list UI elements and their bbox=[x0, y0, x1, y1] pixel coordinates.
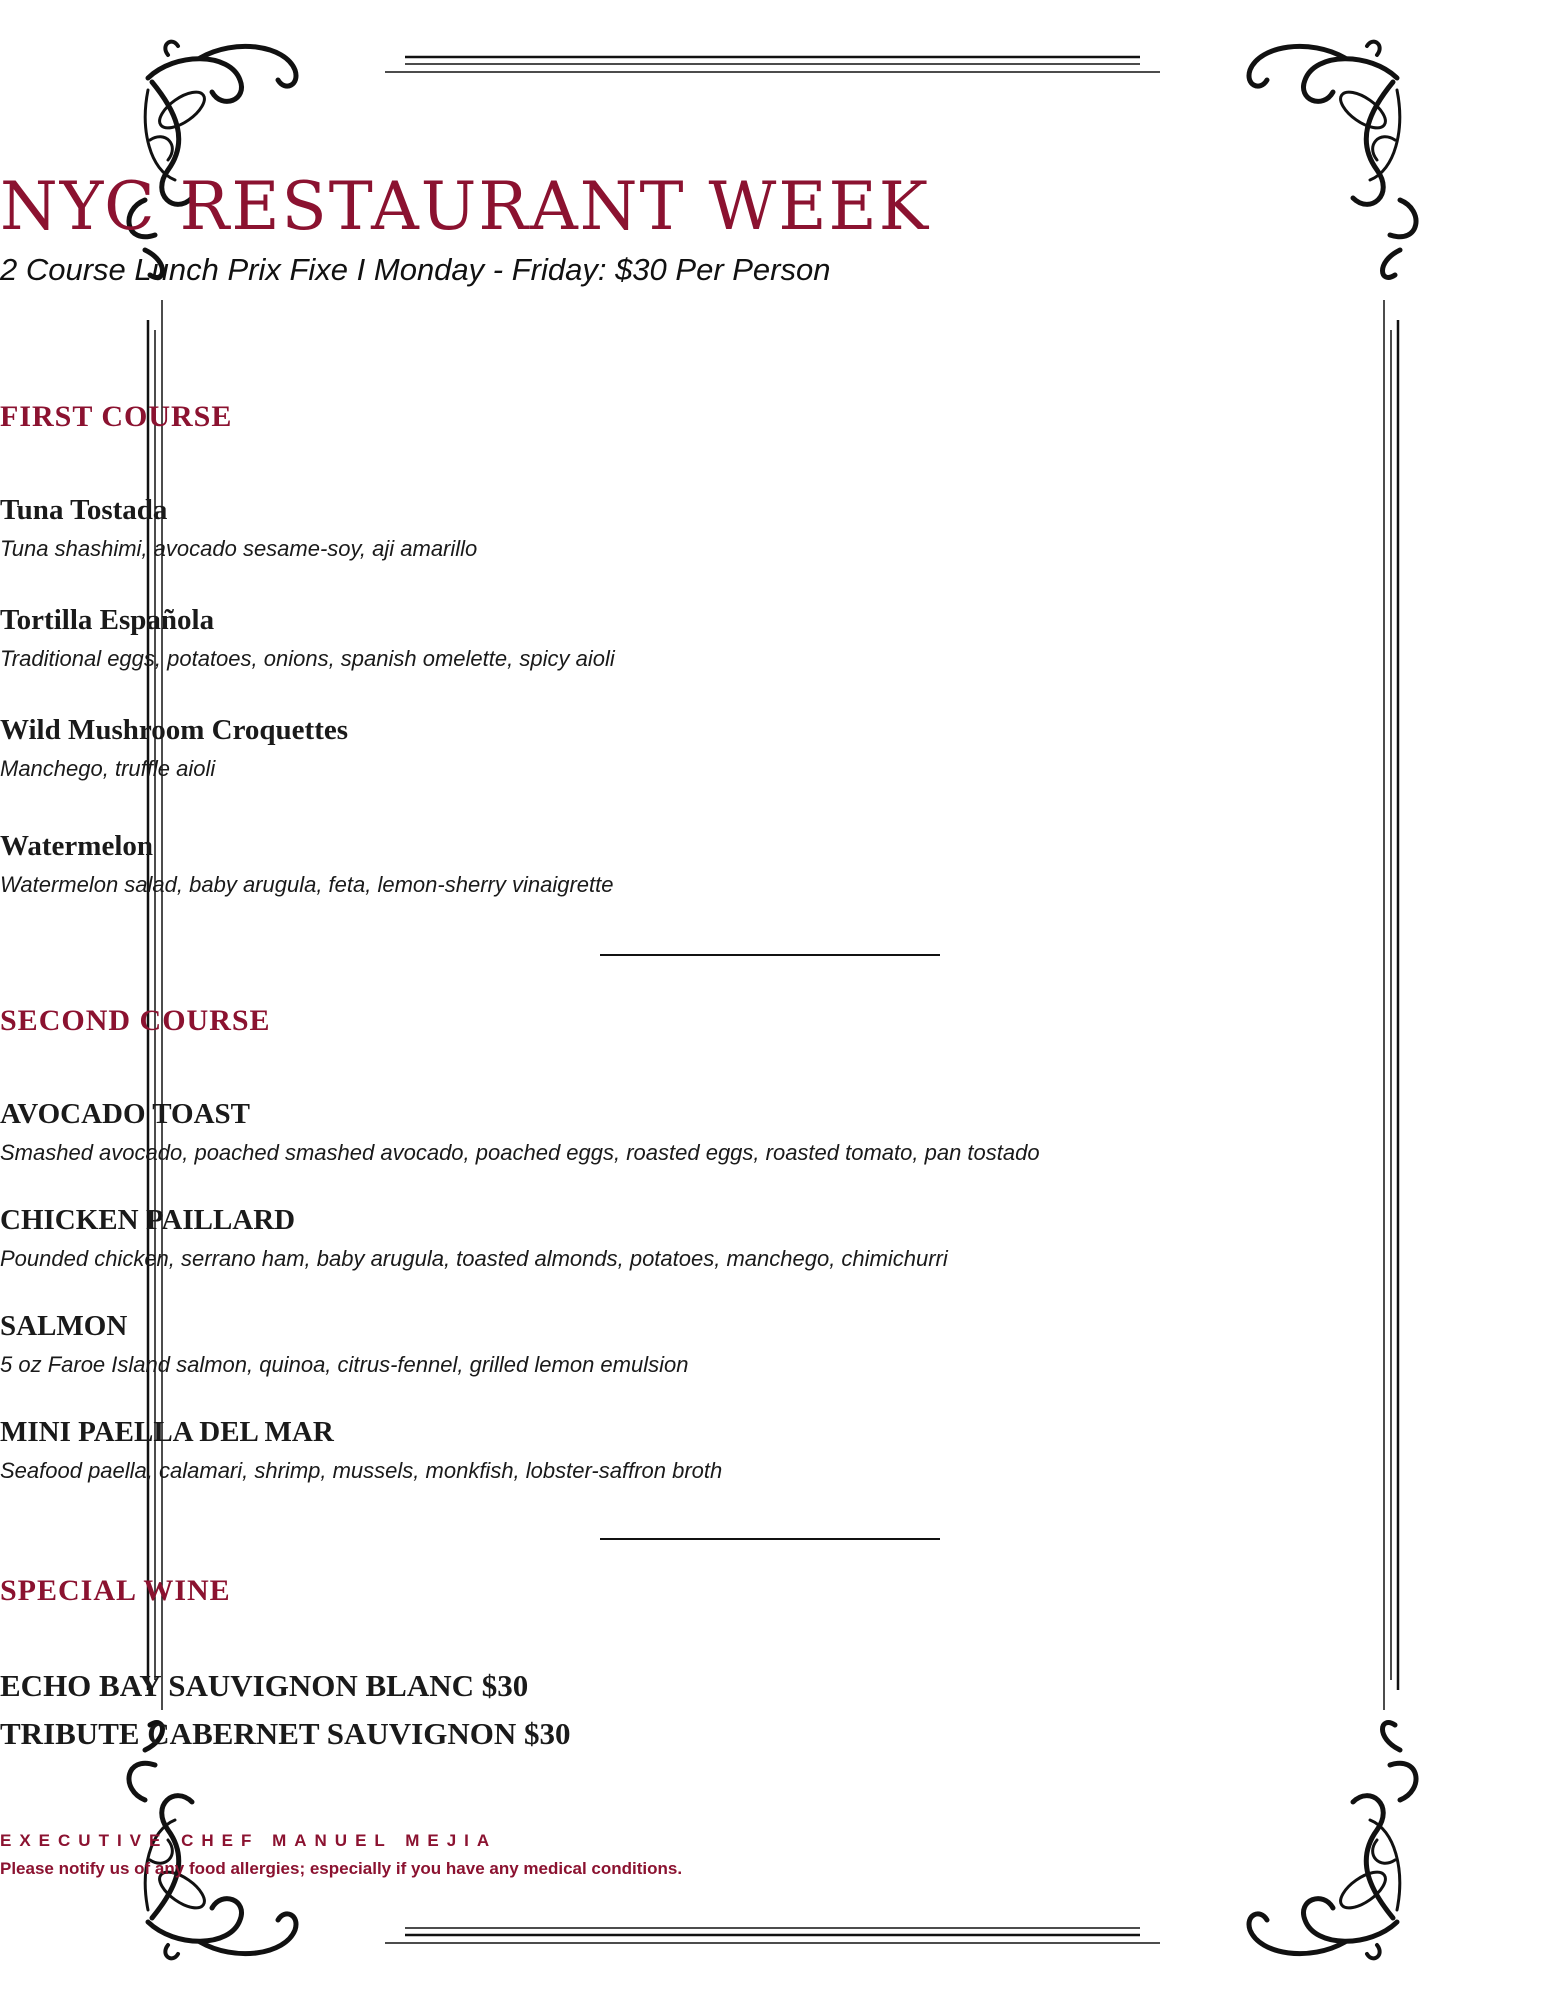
page-subtitle: 2 Course Lunch Prix Fixe I Monday - Friday: $30 Per Person bbox=[0, 252, 831, 287]
page-title: NYC RESTAURANT WEEK bbox=[0, 168, 931, 245]
menu-item-description: 5 oz Faroe Island salmon, quinoa, citrus-fennel, grilled lemon emulsion bbox=[0, 1352, 689, 1377]
section-divider bbox=[600, 954, 940, 956]
wine-item: TRIBUTE CABERNET SAUVIGNON $30 bbox=[0, 1716, 571, 1751]
menu-item-name: MINI PAELLA DEL MAR bbox=[0, 1416, 334, 1448]
menu-item-name: SALMON bbox=[0, 1310, 128, 1342]
menu-item-description: Pounded chicken, serrano ham, baby arugula, toasted almonds, potatoes, manchego, chimichurri bbox=[0, 1246, 948, 1271]
menu-item-description: Watermelon salad, baby arugula, feta, lemon-sherry vinaigrette bbox=[0, 872, 614, 897]
menu-item-name: Wild Mushroom Croquettes bbox=[0, 714, 349, 746]
special-wine-heading: SPECIAL WINE bbox=[0, 1574, 231, 1607]
allergy-notice: Please notify us of any food allergies; especially if you have any medical conditions. bbox=[0, 1859, 683, 1878]
menu-item-name: AVOCADO TOAST bbox=[0, 1098, 251, 1130]
menu-item-description: Manchego, truffle aioli bbox=[0, 756, 216, 781]
menu-item-name: Watermelon bbox=[0, 830, 154, 862]
menu-item-description: Seafood paella, calamari, shrimp, mussels, monkfish, lobster-saffron broth bbox=[0, 1458, 723, 1483]
menu-item-name: CHICKEN PAILLARD bbox=[0, 1204, 296, 1236]
first-course-heading: FIRST COURSE bbox=[0, 400, 233, 433]
menu-item-description: Tuna shashimi, avocado sesame-soy, aji amarillo bbox=[0, 536, 478, 561]
menu-item-name: Tortilla Española bbox=[0, 604, 215, 636]
wine-item: ECHO BAY SAUVIGNON BLANC $30 bbox=[0, 1668, 529, 1703]
executive-chef-credit: EXECUTIVE CHEF MANUEL MEJIA bbox=[0, 1831, 498, 1850]
second-course-heading: SECOND COURSE bbox=[0, 1004, 271, 1037]
menu-item-description: Smashed avocado, poached smashed avocado, poached eggs, roasted eggs, roasted tomato, pan tostado bbox=[0, 1140, 1040, 1165]
menu-item-name: Tuna Tostada bbox=[0, 494, 168, 526]
section-divider bbox=[600, 1538, 940, 1540]
menu-item-description: Traditional eggs, potatoes, onions, spanish omelette, spicy aioli bbox=[0, 646, 615, 671]
